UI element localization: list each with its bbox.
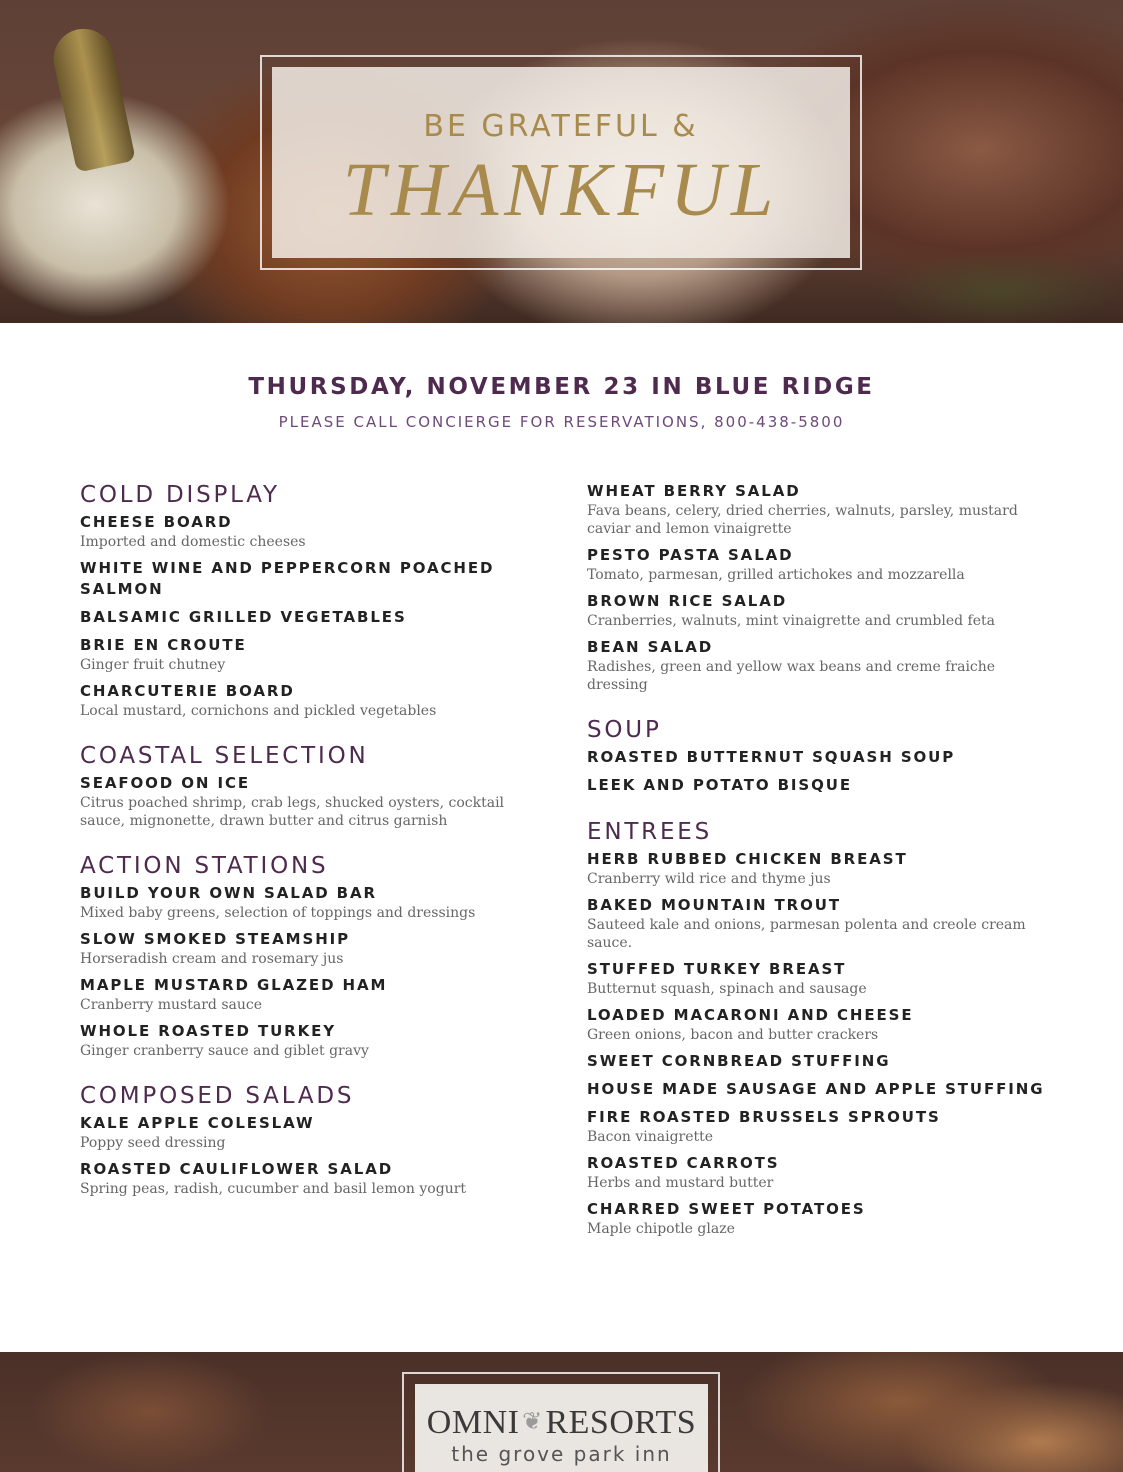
menu-item-name: BEAN SALAD [587, 638, 714, 656]
menu-item [587, 747, 1057, 768]
hero-headline: BE GRATEFUL & [423, 109, 699, 144]
section-title: ENTREES [587, 819, 713, 845]
fleur-icon: ❦ [522, 1409, 543, 1435]
menu-item [80, 1021, 540, 1060]
menu-item-name: HERB RUBBED CHICKEN BREAST [587, 850, 908, 868]
menu-item [80, 1159, 540, 1198]
hero-banner [0, 0, 1123, 323]
leaves-decoration [880, 250, 1123, 323]
menu-section [80, 852, 540, 1060]
menu-item-name: WHITE WINE AND PEPPERCORN POACHED SALMON [80, 559, 495, 598]
brand-logo [415, 1404, 708, 1442]
menu-item-description: Sauteed kale and onions, parmesan polenta and creole cream sauce. [587, 917, 1026, 951]
menu-item-description: Radishes, green and yellow wax beans and creme fraiche dressing [587, 659, 996, 693]
menu-item-description: Tomato, parmesan, grilled artichokes and mozzarella [587, 567, 965, 583]
menu-section [80, 742, 540, 830]
pumpkin-stem-decoration [48, 23, 136, 172]
menu-item-name: BALSAMIC GRILLED VEGETABLES [80, 608, 407, 626]
menu-item-name: SWEET CORNBREAD STUFFING [587, 1052, 891, 1070]
menu-item-name: CHEESE BOARD [80, 513, 233, 531]
menu-item-description: Spring peas, radish, cucumber and basil lemon yogurt [80, 1181, 467, 1197]
menu-item-name: BRIE EN CROUTE [80, 636, 247, 654]
menu-item [80, 975, 540, 1014]
menu-item-description: Cranberry wild rice and thyme jus [587, 871, 831, 887]
menu-item-description: Ginger cranberry sauce and giblet gravy [80, 1043, 369, 1059]
menu-item [587, 545, 1057, 584]
menu-item [80, 929, 540, 968]
brand-subtitle: the grove park inn [451, 1442, 672, 1466]
menu-item-name: ROASTED CAULIFLOWER SALAD [80, 1160, 394, 1178]
menu-column-left [80, 481, 540, 1205]
menu-item-name: BROWN RICE SALAD [587, 592, 788, 610]
section-title: SOUP [587, 717, 662, 743]
hero-subheadline: THANKFUL [342, 148, 780, 232]
menu-item-name: PESTO PASTA SALAD [587, 546, 794, 564]
menu-item-name: KALE APPLE COLESLAW [80, 1114, 315, 1132]
menu-item [587, 895, 1057, 952]
menu-item-description: Horseradish cream and rosemary jus [80, 951, 344, 967]
menu-item [587, 1199, 1057, 1238]
menu-item-name: SEAFOOD ON ICE [80, 774, 251, 792]
menu-section [587, 818, 1057, 1238]
menu-item-description: Maple chipotle glaze [587, 1221, 735, 1237]
menu-item [587, 1107, 1057, 1146]
menu-item-description: Local mustard, cornichons and pickled vegetables [80, 703, 437, 719]
menu-item [587, 591, 1057, 630]
menu-item-description: Herbs and mustard butter [587, 1175, 774, 1191]
menu-item [587, 1153, 1057, 1192]
menu-item-name: ROASTED CARROTS [587, 1154, 780, 1172]
menu-item [80, 883, 540, 922]
menu-item-name: CHARCUTERIE BOARD [80, 682, 295, 700]
menu-item-name: BUILD YOUR OWN SALAD BAR [80, 884, 377, 902]
menu-item-description: Green onions, bacon and butter crackers [587, 1027, 879, 1043]
brand-name-left: OMNI [426, 1404, 520, 1441]
menu-item-name: BAKED MOUNTAIN TROUT [587, 896, 841, 914]
menu-item [587, 637, 1057, 694]
menu-item-description: Butternut squash, spinach and sausage [587, 981, 867, 997]
menu-item-description: Imported and domestic cheeses [80, 534, 306, 550]
menu-item [587, 849, 1057, 888]
menu-item-description: Bacon vinaigrette [587, 1129, 714, 1145]
menu-section [587, 481, 1057, 694]
menu-item-description: Poppy seed dressing [80, 1135, 226, 1151]
menu-item [80, 773, 540, 830]
menu-column-right [587, 481, 1057, 1245]
section-title: COMPOSED SALADS [80, 1083, 355, 1109]
menu-item [587, 959, 1057, 998]
menu-item-name: CHARRED SWEET POTATOES [587, 1200, 866, 1218]
menu-item [587, 481, 1057, 538]
reservation-info: PLEASE CALL CONCIERGE FOR RESERVATIONS, 800-438-5800 [278, 413, 845, 431]
menu-item [80, 558, 540, 600]
menu-item-name: STUFFED TURKEY BREAST [587, 960, 847, 978]
menu-item [587, 775, 1057, 796]
menu-item [80, 635, 540, 674]
menu-item-description: Fava beans, celery, dried cherries, walnuts, parsley, mustard caviar and lemon vinaigrette [587, 503, 1018, 537]
menu-item [587, 1079, 1057, 1100]
menu-section [80, 1082, 540, 1198]
menu-item [80, 512, 540, 551]
menu-item-description: Citrus poached shrimp, crab legs, shucked oysters, cocktail sauce, mignonette, drawn butter and citrus garnish [80, 795, 505, 829]
menu-item [587, 1051, 1057, 1072]
section-title: COASTAL SELECTION [80, 743, 369, 769]
menu-item-name: LEEK AND POTATO BISQUE [587, 776, 852, 794]
event-title: THURSDAY, NOVEMBER 23 IN BLUE RIDGE [248, 374, 875, 400]
section-title: ACTION STATIONS [80, 853, 329, 879]
hero-title-box [272, 67, 850, 258]
section-title: COLD DISPLAY [80, 482, 280, 508]
menu-item-name: LOADED MACARONI AND CHEESE [587, 1006, 914, 1024]
brand-name-right: RESORTS [545, 1404, 697, 1441]
menu-item-description: Mixed baby greens, selection of toppings and dressings [80, 905, 476, 921]
menu-item-name: WHOLE ROASTED TURKEY [80, 1022, 337, 1040]
menu-item-name: SLOW SMOKED STEAMSHIP [80, 930, 351, 948]
menu-item-description: Ginger fruit chutney [80, 657, 226, 673]
menu-section [80, 481, 540, 720]
menu-section [587, 716, 1057, 796]
footer-logo-box [415, 1384, 708, 1472]
menu-item-name: HOUSE MADE SAUSAGE AND APPLE STUFFING [587, 1080, 1045, 1098]
menu-item [80, 1113, 540, 1152]
menu-item-name: FIRE ROASTED BRUSSELS SPROUTS [587, 1108, 941, 1126]
menu-item-name: MAPLE MUSTARD GLAZED HAM [80, 976, 388, 994]
menu-item-description: Cranberry mustard sauce [80, 997, 262, 1013]
footer-banner [0, 1352, 1123, 1472]
menu-item-description: Cranberries, walnuts, mint vinaigrette and crumbled feta [587, 613, 995, 629]
menu-item [587, 1005, 1057, 1044]
menu-item-name: ROASTED BUTTERNUT SQUASH SOUP [587, 748, 956, 766]
menu-item [80, 607, 540, 628]
menu-item [80, 681, 540, 720]
menu-item-name: WHEAT BERRY SALAD [587, 482, 801, 500]
